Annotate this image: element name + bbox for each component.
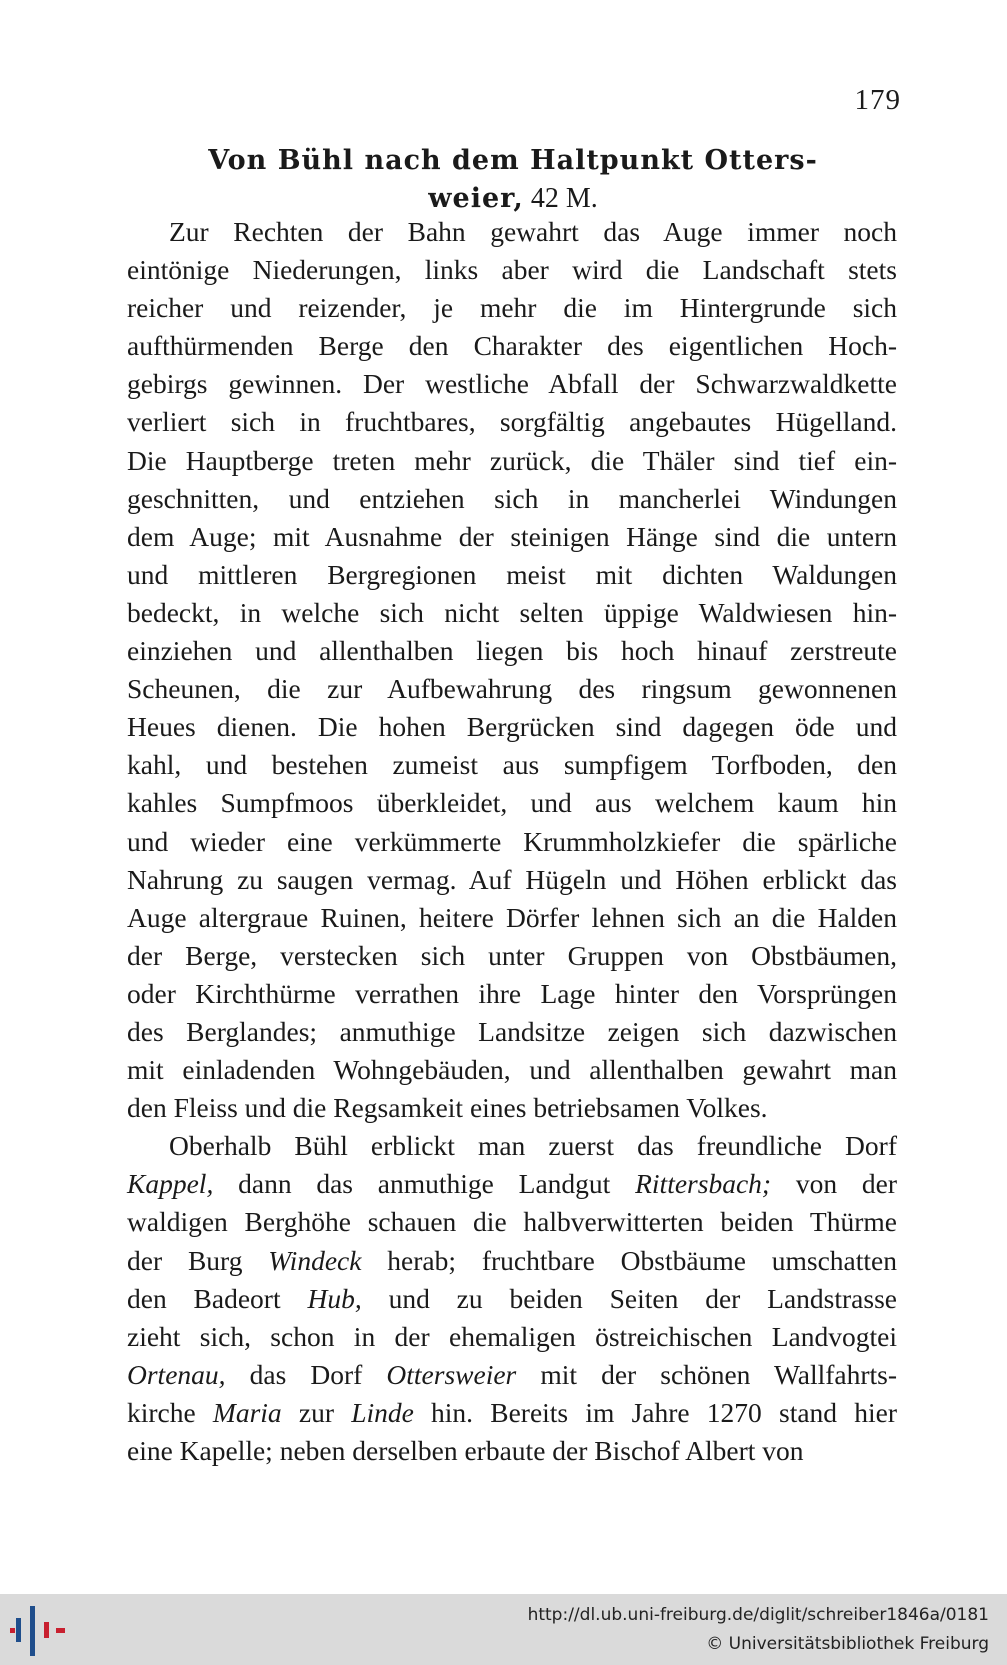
text-line [127,1127,897,1165]
text-segment: Auge altergraue Ruinen, heitere Dörfer lehnen sich an die Halden [127,901,897,933]
text-line [127,365,897,403]
footer-bar [0,1594,1007,1665]
text-segment: kirche [127,1396,213,1428]
text-line [127,1165,897,1203]
text-segment: eintönige Niederungen, links aber wird die Landschaft stets [127,254,897,286]
text-segment: den Fleiss und die Regsamkeit eines betriebsamen Volkes. [127,1092,768,1124]
text-line [127,784,897,822]
text-segment: aufthürmenden Berge den Charakter des eigentlichen Hoch- [127,330,897,362]
text-segment: eine Kapelle; neben derselben erbaute der Bischof Albert von [127,1435,804,1466]
text-line [127,670,897,708]
text-segment: der Berge, verstecken sich unter Gruppen von Obstbäumen, [127,939,897,971]
text-line [127,861,897,899]
text-segment: das Dorf [225,1358,387,1390]
text-line [127,327,897,365]
text-line [127,556,897,594]
text-line [127,975,897,1013]
text-segment: mit einladenden Wohngebäuden, und allenthalben gewahrt man [127,1054,897,1086]
text-line [127,1013,897,1051]
text-line [127,1432,897,1470]
text-line [127,442,897,480]
text-line [127,480,897,518]
text-segment: geschnitten, und entziehen sich in mancherlei Windungen [127,482,897,514]
text-line [127,1089,897,1127]
italic-place-name: Ottersweier [386,1358,517,1390]
text-segment: Die Hauptberge treten mehr zurück, die Thäler sind tief ein- [127,444,897,476]
body-text [127,213,897,1470]
permalink-url[interactable]: http://dl.ub.uni-freiburg.de/diglit/schreiber1846a/0181 [527,1605,989,1625]
page-number: 179 [854,84,901,116]
text-line [127,708,897,746]
text-segment: dem Auge; mit Ausnahme der steinigen Hänge sind die untern [127,520,897,552]
text-segment: gebirgs gewinnen. Der westliche Abfall der Schwarzwaldkette [127,368,897,400]
text-line [127,518,897,556]
text-line [127,823,897,861]
text-segment: Heues dienen. Die hohen Bergrücken sind dagegen öde und [127,711,897,743]
text-segment: von der [771,1168,897,1200]
section-heading-bold-line1: Von Bühl nach dem Haltpunkt Otters- [208,145,818,176]
text-segment: Nahrung zu saugen vermag. Auf Hügeln und Höhen erblickt das [127,863,897,895]
section-heading [128,142,898,218]
text-segment: den Badeort [127,1282,308,1314]
italic-place-name: Hub, [307,1282,362,1314]
italic-place-name: Linde [351,1396,414,1428]
text-line [127,403,897,441]
text-segment: Zur Rechten der Bahn gewahrt das Auge immer noch [169,216,897,247]
text-segment: mit der schönen Wallfahrts- [516,1358,897,1390]
text-segment: Scheunen, die zur Aufbewahrung des ringsum gewonnenen [127,673,897,705]
text-segment: verliert sich in fruchtbares, sorgfältig angebautes Hügelland. [127,406,897,438]
copyright-notice: © Universitätsbibliothek Freiburg [706,1634,989,1654]
text-line [127,289,897,327]
text-line [127,1356,897,1394]
text-segment: reicher und reizender, je mehr die im Hintergrunde sich [127,292,897,324]
text-segment: hin. Bereits im Jahre 1270 stand hier [413,1396,897,1428]
text-line [127,1318,897,1356]
text-line [127,746,897,784]
library-logo-icon[interactable] [10,1604,70,1658]
text-line [127,1242,897,1280]
text-line [127,937,897,975]
text-line [127,632,897,670]
italic-place-name: Rittersbach; [635,1168,772,1200]
text-segment: bedeckt, in welche sich nicht selten üppige Waldwiesen hin- [127,596,897,628]
text-line [127,1203,897,1241]
section-heading-bold-line2: weier, [428,183,524,214]
paragraph [127,1127,897,1470]
text-segment: oder Kirchthürme verrathen ihre Lage hinter den Vorsprüngen [127,977,897,1009]
text-line [127,251,897,289]
text-segment: zur [281,1396,352,1428]
text-line [127,1280,897,1318]
text-segment: der Burg [127,1244,269,1276]
text-segment: Oberhalb Bühl erblickt man zuerst das freundliche Dorf [169,1130,897,1162]
italic-place-name: Windeck [268,1244,362,1276]
italic-place-name: Maria [212,1396,282,1428]
italic-place-name: Ortenau, [127,1358,226,1390]
text-segment: dann das anmuthige Landgut [213,1168,636,1200]
text-segment: des Berglandes; anmuthige Landsitze zeigen sich dazwischen [127,1015,897,1047]
text-segment: kahles Sumpfmoos überkleidet, und aus welchem kaum hin [127,787,897,819]
text-segment: und mittleren Bergregionen meist mit dichten Waldungen [127,558,897,590]
text-line [127,899,897,937]
text-segment: einziehen und allenthalben liegen bis hoch hinauf zerstreute [127,635,897,667]
text-line [127,1051,897,1089]
text-segment: herab; fruchtbare Obstbäume umschatten [361,1244,897,1276]
paragraph [127,213,897,1127]
text-line [127,213,897,251]
text-line [127,1394,897,1432]
italic-place-name: Kappel, [127,1168,214,1200]
text-line [127,594,897,632]
text-segment: kahl, und bestehen zumeist aus sumpfigem Torfboden, den [127,749,897,781]
section-heading-distance: 42 M. [523,183,598,214]
text-segment: waldigen Berghöhe schauen die halbverwitterten beiden Thürme [127,1206,897,1238]
text-segment: und zu beiden Seiten der Landstrasse [361,1282,897,1314]
text-segment: zieht sich, schon in der ehemaligen östreichischen Landvogtei [127,1320,897,1352]
text-segment: und wieder eine verkümmerte Krummholzkiefer die spärliche [127,825,897,857]
